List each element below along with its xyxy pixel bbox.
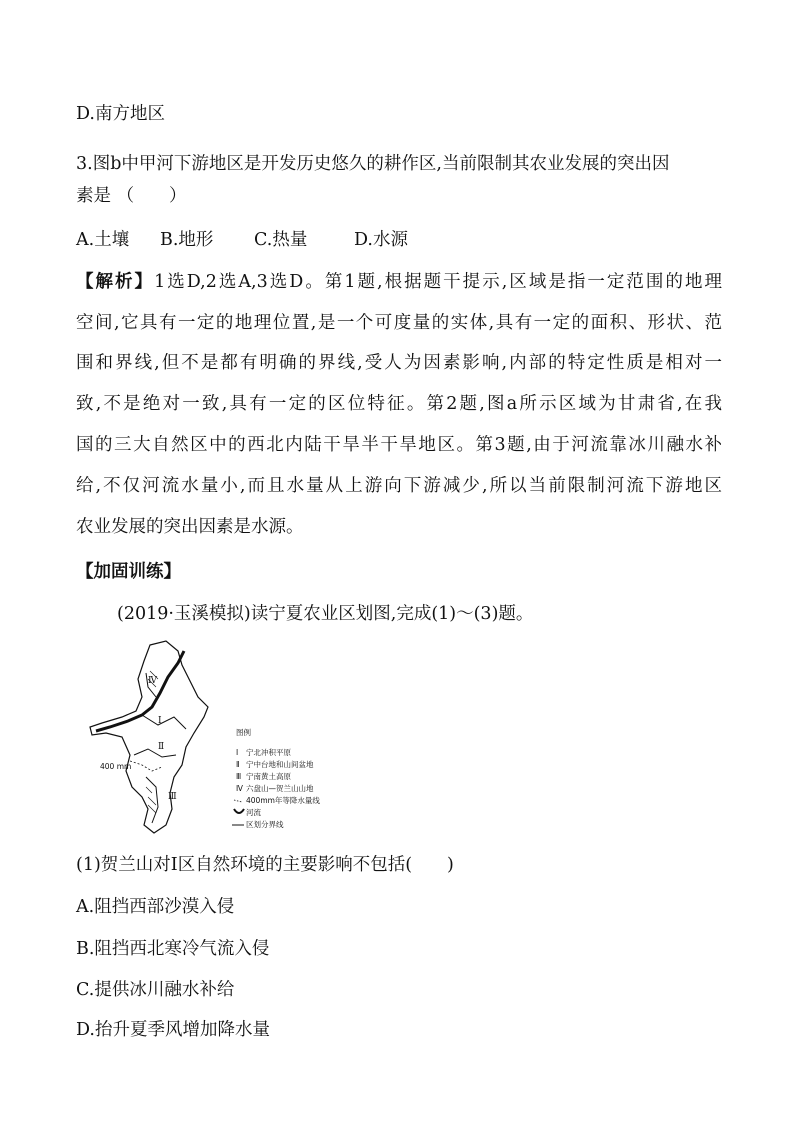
- legend-mark-2: Ⅱ: [236, 760, 240, 769]
- q3-stem-line2: 素是 （ ）: [76, 186, 187, 206]
- q3-options: [76, 232, 408, 250]
- isohyet-400mm-line: [130, 761, 162, 771]
- legend-text-6: 河流: [246, 808, 261, 817]
- q3-option-b: B.地形: [160, 230, 214, 250]
- legend-text-7: 区划分界线: [246, 820, 284, 829]
- region-label-i: Ⅰ: [158, 716, 162, 726]
- analysis-line-5: 国的三大自然区中的西北内陆干旱半干旱地区。第3题,由于河流靠冰川融水补: [76, 435, 722, 455]
- analysis-line-1: 【解析】1选D,2选A,3选D。第1题,根据题干提示,区域是指一定范围的地理: [76, 272, 722, 292]
- division-line-2: [134, 749, 176, 757]
- legend-mark-4: Ⅳ: [236, 784, 243, 793]
- legend-river-symbol: [234, 809, 244, 813]
- legend-isohyet-symbol: [234, 800, 242, 802]
- q1-option-d: D.抬升夏季风增加降水量: [76, 1020, 270, 1040]
- legend-text-4: 六盘山—贺兰山山地: [246, 784, 314, 793]
- practice-intro: (2019·玉溪模拟)读宁夏农业区划图,完成(1)～(3)题。: [117, 604, 534, 624]
- q1-option-b: B.阻挡西北寒冷气流入侵: [76, 939, 270, 959]
- legend-title: 图例: [236, 728, 251, 737]
- q1-option-a: A.阻挡西部沙漠入侵: [76, 897, 235, 917]
- division-line-1: [142, 715, 186, 729]
- legend-text-2: 宁中台地和山间盆地: [246, 760, 314, 769]
- q3-option-c: C.热量: [254, 230, 308, 250]
- analysis-line-4: 致,不是绝对一致,具有一定的区位特征。第2题,图a所示区域为甘肃省,在我: [76, 394, 722, 414]
- analysis-line-2: 空间,它具有一定的地理位置,是一个可度量的实体,具有一定的面积、形状、范: [76, 313, 722, 333]
- q1-stem: (1)贺兰山对Ⅰ区自然环境的主要影响不包括( ): [76, 855, 454, 875]
- division-line-3: [146, 777, 158, 823]
- region-label-iii: Ⅲ: [168, 792, 177, 802]
- isohyet-label: 400 mm: [100, 762, 132, 771]
- legend-text-3: 宁南黄土高原: [246, 772, 291, 781]
- legend-text-1: 宁北冲积平原: [246, 748, 291, 757]
- region-label-ii: Ⅱ: [158, 742, 165, 752]
- map-outer-boundary: [90, 641, 208, 833]
- ningxia-agricultural-zoning-map: [86, 637, 336, 837]
- legend-mark-1: Ⅰ: [236, 748, 239, 757]
- analysis-label: 【解析】: [76, 272, 155, 292]
- practice-label: 【加固训练】: [76, 562, 181, 582]
- region-label-iv: Ⅳ: [148, 676, 157, 686]
- q3-option-a: A.土壤: [76, 230, 130, 250]
- legend-mark-3: Ⅲ: [236, 772, 242, 781]
- q2-option-d: D.南方地区: [76, 104, 165, 124]
- q3-option-d: D.水源: [354, 230, 408, 250]
- map-legend: [232, 727, 320, 829]
- analysis-line-6: 给,不仅河流水量小,而且水量从上游向下游减少,所以当前限制河流下游地区: [76, 476, 722, 496]
- analysis-line-3: 围和界线,但不是都有明确的界线,受人为因素影响,内部的特定性质是相对一: [76, 353, 722, 373]
- analysis-line-7: 农业发展的突出因素是水源。: [76, 517, 304, 537]
- q3-stem-line1: 3.图b中甲河下游地区是开发历史悠久的耕作区,当前限制其农业发展的突出因: [76, 154, 670, 174]
- q1-option-c: C.提供冰川融水补给: [76, 980, 235, 1000]
- legend-text-5: 400mm年等降水量线: [246, 796, 320, 805]
